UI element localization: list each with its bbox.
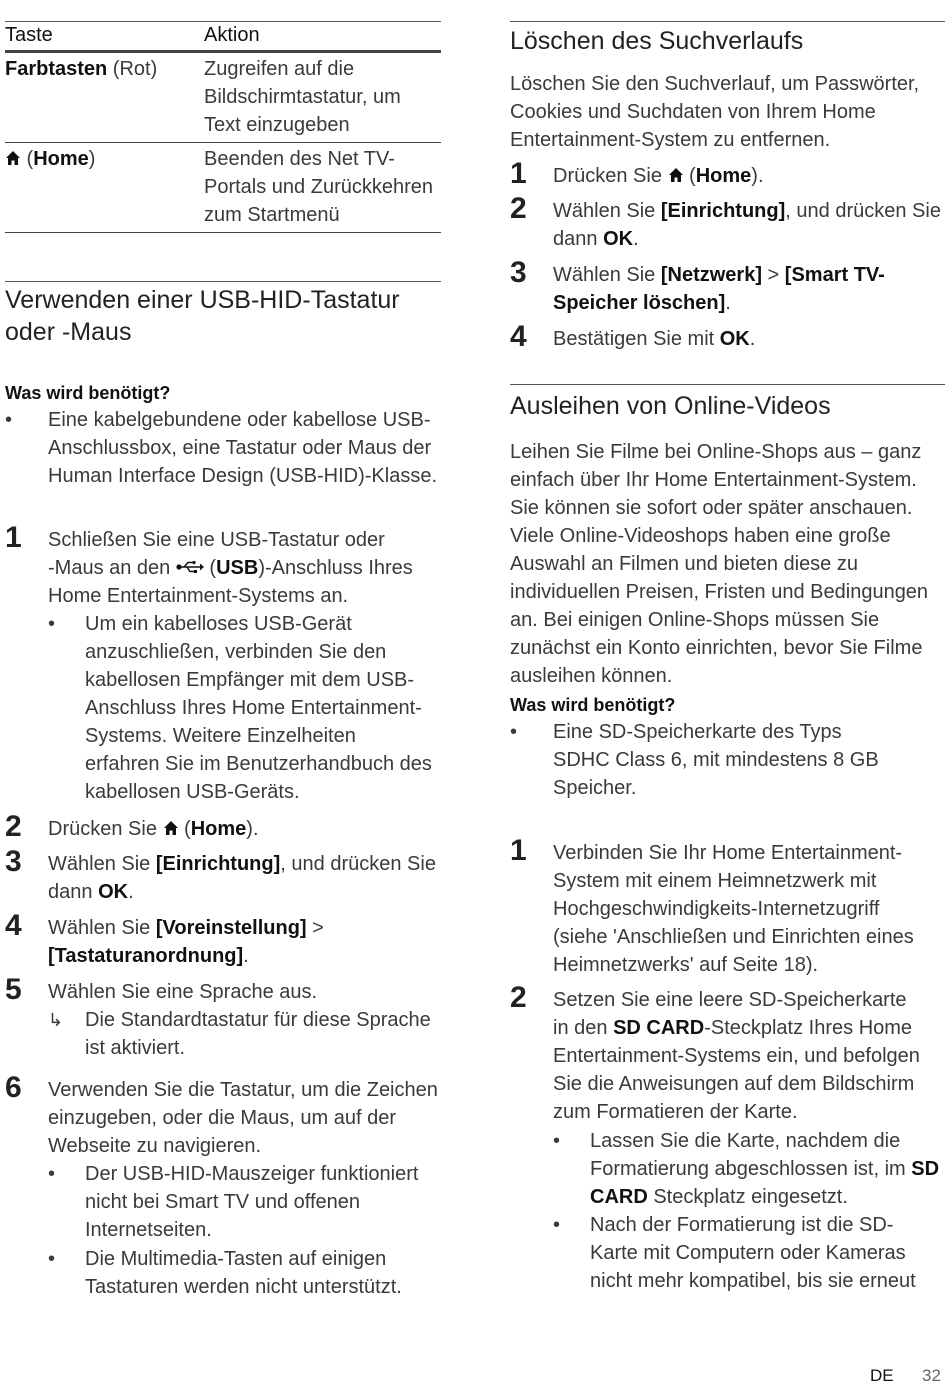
home-icon: [668, 167, 684, 183]
table-cell-action: Zugreifen auf die Bildschirmtastatur, um Text einzugeben: [204, 52, 441, 143]
result-arrow-icon: ↳: [48, 1010, 64, 1030]
usb-section-title: Verwenden einer USB-HID-Tastatur oder -Maus: [5, 286, 400, 346]
history-section-title: Löschen des Suchverlaufs: [510, 27, 804, 55]
table-cell-key: (Home): [5, 143, 204, 233]
table-cell-action: Beenden des Net TV-Portals und Zurückkehren zum Startmenü: [204, 143, 441, 233]
rental-section-title: Ausleihen von Online-Videos: [510, 392, 831, 420]
table-header-key: Taste: [5, 22, 204, 52]
usb-needed-label: Was wird benötigt?: [5, 383, 171, 403]
footer-language-code: DE: [870, 1366, 894, 1385]
table-row: [5, 52, 441, 143]
section-rule: [5, 281, 441, 282]
rental-needed-label: Was wird benötigt?: [510, 695, 676, 715]
home-icon: [5, 150, 21, 166]
section-rule: [510, 384, 945, 385]
rental-intro: Leihen Sie Filme bei Online-Shops aus – ganz einfach über Ihr Home Entertainment-System. Sie können sie sofort oder später anschauen. Viele Online-Videoshops haben eine große Auswahl an Filmen und bieten diese zu individuellen Preisen, Fristen und Bedingungen an. Bei einigen Online-Shops müssen Sie zunächst ein Konto einrichten, bevor Sie Filme ausleihen können.: [510, 441, 929, 687]
history-intro: Löschen Sie den Suchverlauf, um Passwörter, Cookies und Suchdaten von Ihrem Home Entertainment-System zu entfernen.: [510, 73, 920, 151]
table-header-row: [5, 22, 441, 52]
section-rule: [510, 21, 945, 22]
step-number: 1: [5, 521, 22, 554]
table-header-action: Aktion: [204, 22, 441, 52]
key-action-table: [5, 21, 441, 233]
home-icon: [163, 820, 179, 836]
usb-icon: [176, 560, 204, 574]
footer-page-number: 32: [922, 1366, 941, 1385]
table-cell-key: Farbtasten (Rot): [5, 52, 204, 143]
table-row: [5, 143, 441, 233]
